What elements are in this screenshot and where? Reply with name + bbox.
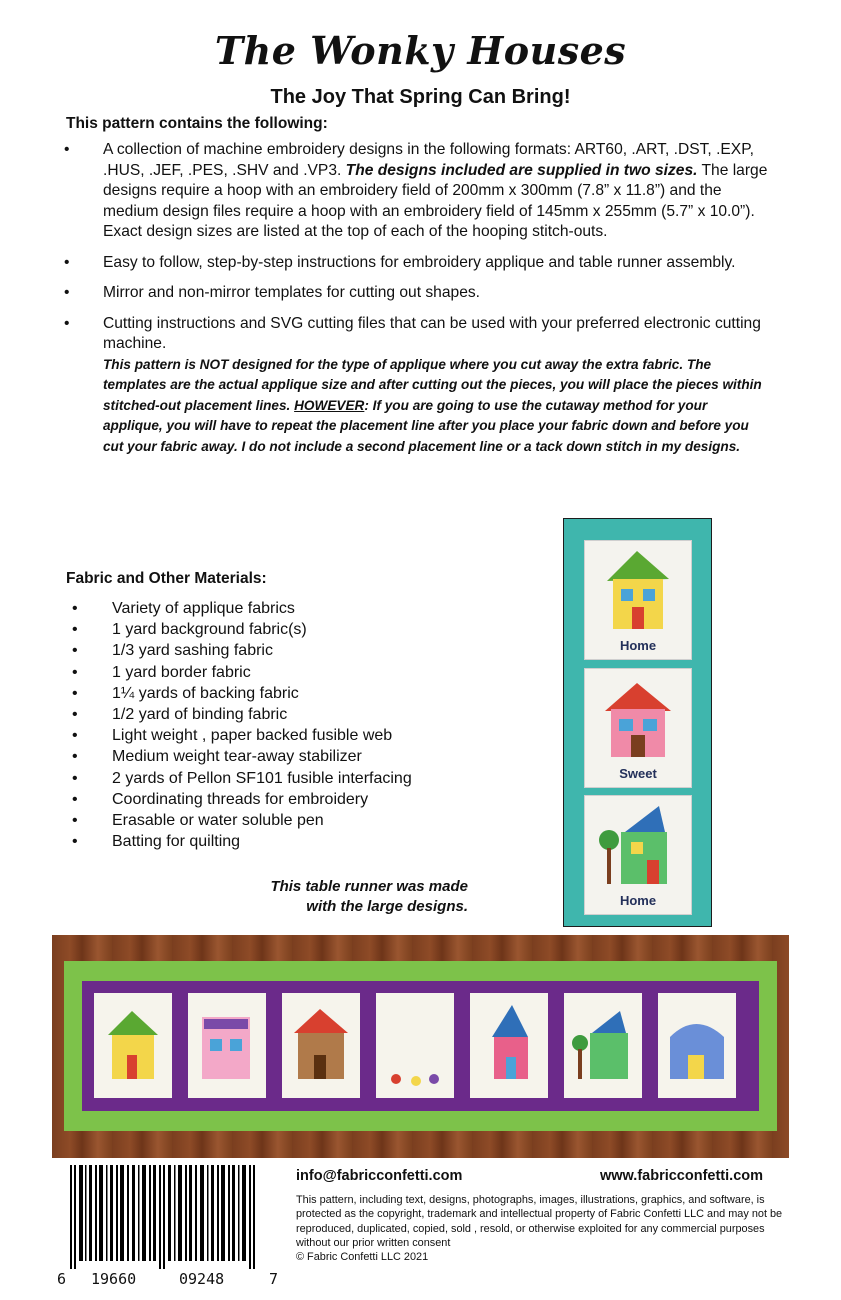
page-subtitle: The Joy That Spring Can Bring! bbox=[270, 86, 571, 108]
list-item: • Batting for quilting bbox=[72, 833, 241, 851]
footer-email-link[interactable]: info@fabricconfetti.com bbox=[296, 1168, 463, 1184]
list-item: • 1 yard border fabric bbox=[72, 663, 251, 681]
photo-caption: This table runner was made with the large designs. bbox=[270, 878, 468, 915]
list-item: • 2 yards of Pellon SF101 fusible interfacing bbox=[72, 769, 412, 787]
house-icon bbox=[470, 993, 548, 1098]
list-item: • Erasable or water soluble pen bbox=[72, 812, 324, 830]
cutaway-note: This pattern is NOT designed for the type of applique where you cut away the extra fabric. The templates are the actual applique size and after cutting out the pieces, you will place the pieces within stitched-out placement lines. HOWEVER: If you are going to use the cutaway method for your applique, you will have to repeat the placement line after you place your fabric down and before you cut your fabric away. I do not include a second placement line or a tack down stitch in my designs. bbox=[103, 356, 762, 454]
house-block-1 bbox=[584, 540, 692, 660]
house-icon bbox=[585, 541, 691, 641]
vertical-runner-photo bbox=[563, 518, 712, 927]
house-icon bbox=[188, 993, 266, 1098]
house-icon bbox=[585, 669, 691, 769]
bullet-icon: • bbox=[64, 141, 70, 158]
runner-sashing bbox=[82, 981, 759, 1111]
contents-list bbox=[60, 140, 770, 457]
materials-heading: Fabric and Other Materials: bbox=[66, 570, 267, 587]
list-item: • Easy to follow, step-by-step instructions for embroidery applique and table runner assembly. bbox=[60, 253, 770, 274]
block-label: Home bbox=[619, 638, 657, 653]
list-item: • Medium weight tear-away stabilizer bbox=[72, 748, 362, 766]
house-block-2 bbox=[584, 668, 692, 788]
list-item: • Cutting instructions and SVG cutting files that can be used with your preferred electronic cutting machine. This pattern is NOT designed for the type of applique where you cut away the extra fabric. The templates are the actual applique size and after cutting out the pieces, you will place the pieces within stitched-out placement lines. HOWEVER: If you are going to use the cutaway method for your applique, you will have to repeat the placement line after you place your fabric down and before you cut your fabric away. I do not include a second placement line or a tack down stitch in my designs. bbox=[60, 314, 770, 458]
list-item: • 1/3 yard sashing fabric bbox=[72, 642, 273, 660]
page-title: The Wonky Houses bbox=[214, 28, 627, 73]
list-item: • 1¼ yards of backing fabric bbox=[72, 684, 299, 702]
house-icon bbox=[658, 993, 736, 1098]
bullet-icon: • bbox=[64, 284, 70, 301]
house-block bbox=[658, 993, 736, 1098]
house-block-3 bbox=[584, 795, 692, 915]
list-item: • A collection of machine embroidery designs in the following formats: ART60, .ART, .DST, .EXP, .HUS, .JEF, .PES, .SHV and .VP3. The designs included are supplied in two sizes. The large designs require a hoop with an embroidery field of 200mm x 300mm (7.8” x 11.8”) and the medium design files require a hoop with an embroidery field of 145mm x 255mm (5.7” x 10.0”). Exact design sizes are listed at the top of each of the hooping stitch-outs. bbox=[64, 141, 768, 240]
list-item: • 1 yard background fabric(s) bbox=[72, 621, 307, 639]
list-item: • 1/2 yard of binding fabric bbox=[72, 706, 288, 724]
contents-heading: This pattern contains the following: bbox=[66, 115, 328, 132]
list-item: • Coordinating threads for embroidery bbox=[72, 790, 369, 808]
runner-border bbox=[64, 961, 777, 1131]
list-item: • Variety of applique fabrics bbox=[72, 600, 295, 617]
block-label: Sweet bbox=[619, 766, 657, 781]
house-icon bbox=[564, 993, 642, 1098]
house-block bbox=[94, 993, 172, 1098]
house-icon bbox=[282, 993, 360, 1098]
bullet-icon: • bbox=[64, 314, 70, 332]
bullet-icon: • bbox=[64, 253, 70, 271]
list-item: • Light weight , paper backed fusible web bbox=[72, 727, 393, 745]
house-icon bbox=[585, 796, 691, 896]
list-item: • Mirror and non-mirror templates for cutting out shapes. bbox=[60, 283, 770, 304]
flower-icon bbox=[376, 993, 454, 1098]
block-label: Home bbox=[619, 893, 657, 908]
materials-list bbox=[70, 598, 412, 852]
house-block bbox=[282, 993, 360, 1098]
house-block bbox=[188, 993, 266, 1098]
house-block bbox=[564, 993, 642, 1098]
horizontal-runner-photo bbox=[52, 935, 789, 1158]
house-icon bbox=[94, 993, 172, 1098]
copyright-notice: This pattern, including text, designs, photographs, images, illustrations, graphics, and software, is protected as the copyright, trademark and intellectual property of Fabric Confetti LLC and may not be reproduced, duplicated, copied, sold , resold, or otherwise exploited for any commercial purposes without our prior written consent © Fabric Confetti LLC 2021 bbox=[296, 1194, 783, 1264]
footer-website-link[interactable]: www.fabricconfetti.com bbox=[600, 1168, 764, 1184]
barcode-icon bbox=[60, 1165, 278, 1270]
joy-block bbox=[376, 993, 454, 1098]
house-block bbox=[470, 993, 548, 1098]
